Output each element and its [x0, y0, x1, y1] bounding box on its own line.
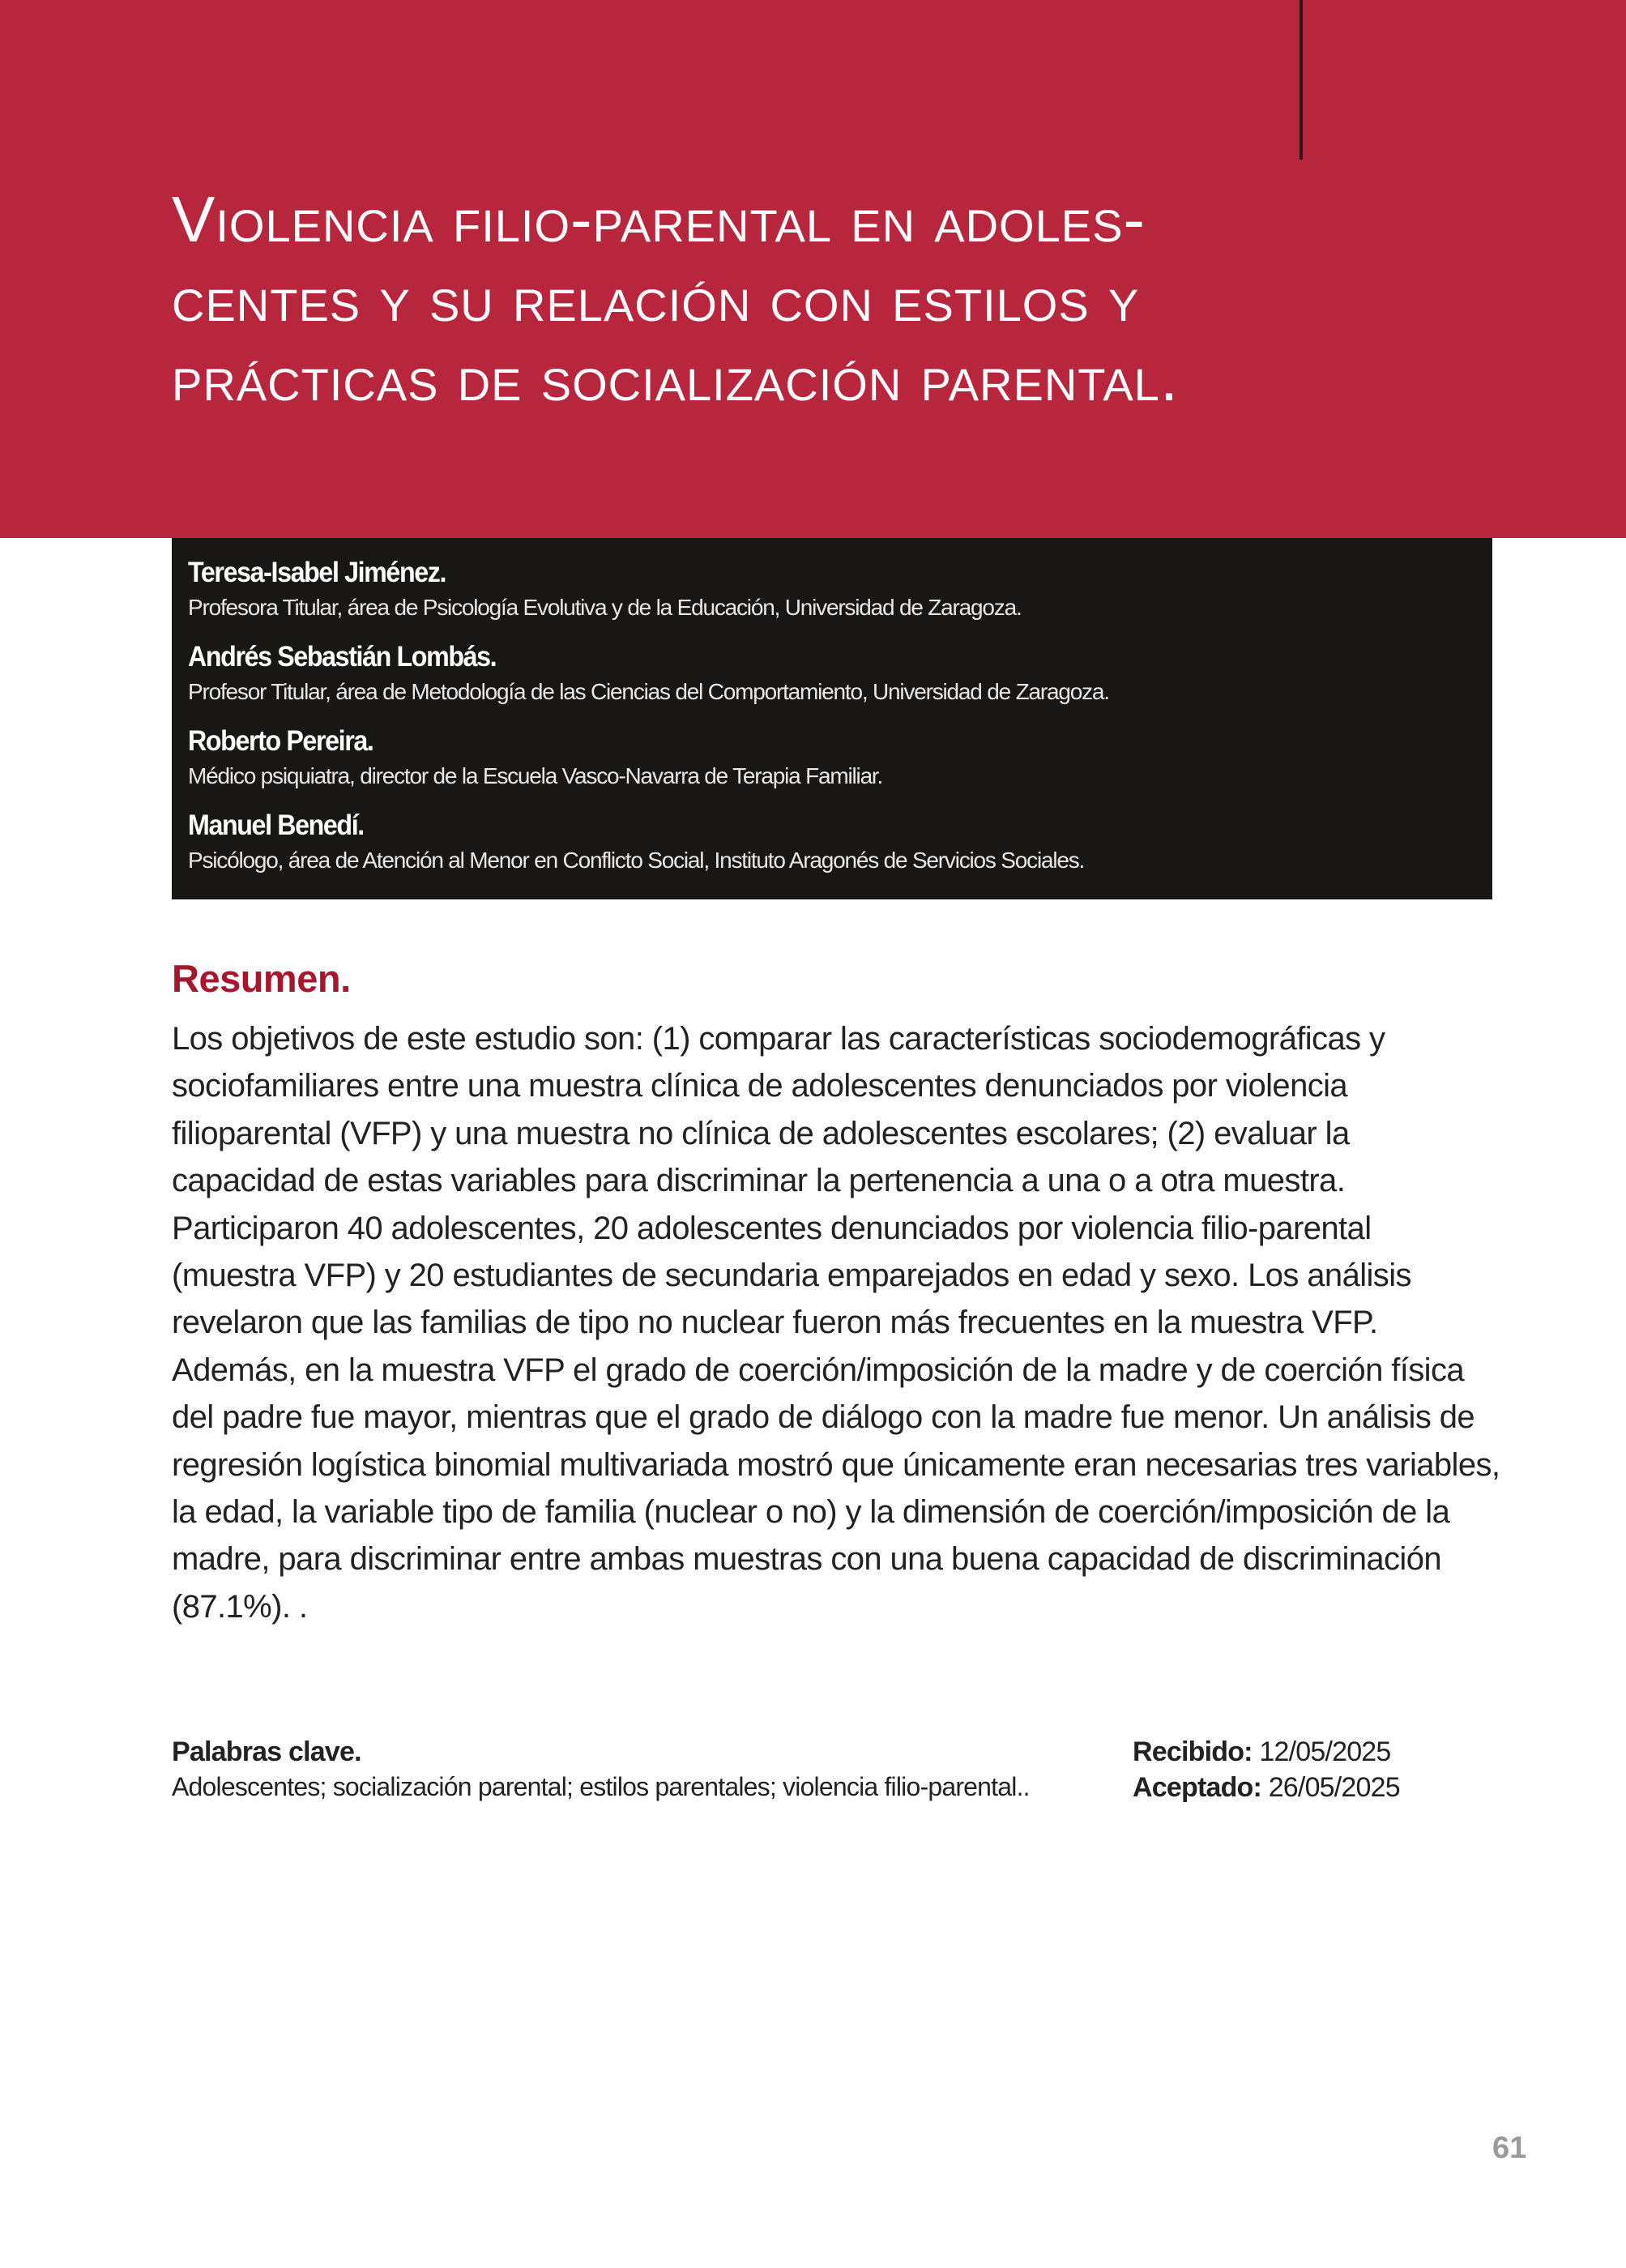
author-affiliation: Psicólogo, área de Atención al Menor en Conflicto Social, Instituto Aragonés de Servicios Sociales. — [188, 848, 1085, 873]
authors-box — [172, 538, 1492, 899]
keywords-list: Adolescentes; socialización parental; estilos parentales; violencia filio-parental.. — [172, 1772, 1030, 1801]
keywords-heading: Palabras clave. — [172, 1736, 361, 1767]
author-entry — [188, 554, 1492, 639]
accepted-label: Aceptado: — [1133, 1772, 1262, 1803]
article-title — [172, 180, 1549, 418]
received-value: 12/05/2025 — [1259, 1736, 1391, 1767]
title-line: prácticas de socialización parental. — [172, 342, 1180, 414]
dates-section — [1133, 1734, 1400, 1805]
keywords-section — [172, 1734, 1047, 1804]
author-affiliation: Profesor Titular, área de Metodología de las Ciencias del Comportamiento, Universidad de Zaragoza. — [188, 679, 1109, 704]
author-entry — [188, 639, 1492, 723]
accepted-value: 26/05/2025 — [1268, 1772, 1400, 1803]
author-entry — [188, 807, 1492, 891]
abstract-heading: Resumen. — [172, 957, 351, 1000]
author-name: Andrés Sebastián Lombás. — [188, 641, 497, 673]
page-number: 61 — [1492, 2131, 1527, 2165]
title-line: centes y su relación con estilos y — [172, 263, 1140, 335]
author-affiliation: Médico psiquiatra, director de la Escuela Vasco-Navarra de Terapia Familiar. — [188, 763, 883, 788]
abstract-body: Los objetivos de este estudio son: (1) comparar las características sociodemográficas y sociofamiliares entre una muestra clínica de adolescentes denunciados por violencia filioparental (VFP) y una muestra no clínica de adolescentes escolares; (2) evaluar la capacidad de estas variables para discriminar la pertenencia a una o a otra muestra. Participaron 40 adolescentes, 20 adolescentes denunciados por violencia filio-parental (muestra VFP) y 20 estudiantes de secundaria emparejados en edad y sexo. Los análisis revelaron que las familias de tipo no nuclear fueron más frecuentes en la muestra VFP. Además, en la muestra VFP el grado de coerción/imposición de la madre y de coerción física del padre fue mayor, mientras que el grado de diálogo con la madre fue menor. Un análisis de regresión logística binomial multivariada mostró que únicamente eran necesarias tres variables, la edad, la variable tipo de familia (nuclear o no) y la dimensión de coerción/imposición de la madre, para discriminar entre ambas muestras con una buena capacidad de discriminación (87.1%). . — [172, 1021, 1500, 1625]
author-name: Manuel Benedí. — [188, 809, 364, 841]
title-line: Violencia filio-parental en adoles- — [172, 183, 1146, 255]
decorative-vertical-line — [1300, 0, 1303, 160]
author-entry — [188, 723, 1492, 807]
author-name: Teresa-Isabel Jiménez. — [188, 557, 446, 588]
author-name: Roberto Pereira. — [188, 725, 373, 757]
received-label: Recibido: — [1133, 1736, 1253, 1767]
accepted-date — [1133, 1770, 1400, 1805]
author-affiliation: Profesora Titular, área de Psicología Evolutiva y de la Educación, Universidad de Zaragoza. — [188, 595, 1022, 620]
received-date — [1133, 1734, 1400, 1770]
